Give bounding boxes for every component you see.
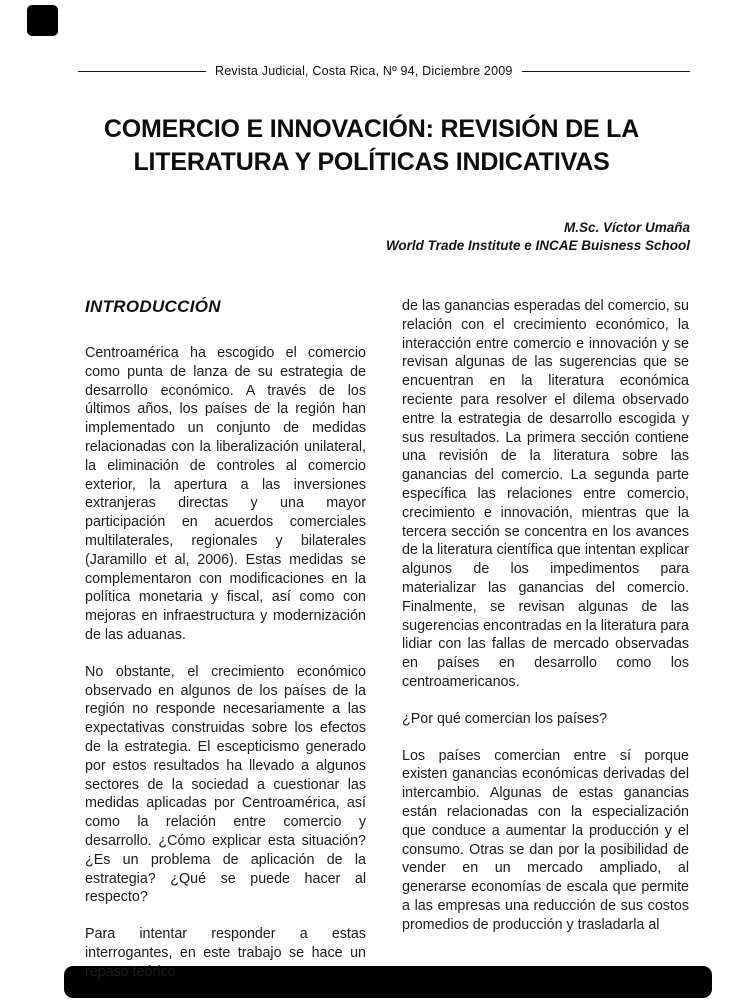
section-heading-introduccion: INTRODUCCIÓN — [85, 297, 221, 316]
paragraph: de las ganancias esperadas del comercio, su relación con el crecimiento económico, la interacción entre comercio e innovación y se revisan algunas de las sugerencias que se encuentran en la literatura económica reciente para resolver el dilema observado entre la estrategia de desarrollo escogida y sus resultados. La primera sección contiene una revisión de la literatura sobre las ganancias del comercio. La segunda parte específica las relaciones entre comercio, crecimiento e innovación, mientras que la tercera sección se concentra en los avances de la literatura científica que intentan explicar algunos de los impedimentos para materializar las ganancias del comercio. Finalmente, se revisan algunas de las sugerencias encontradas en la literatura para lidiar con las fallas de mercado observadas en países en desarrollo como los centroamericanos. — [402, 298, 689, 690]
right-column — [402, 297, 689, 982]
header-rule-right — [522, 71, 690, 72]
running-header — [78, 64, 690, 78]
author-affiliation: World Trade Institute e INCAE Buisness School — [385, 237, 690, 253]
paragraph: Para intentar responder a estas interrogantes, en este trabajo se hace un repaso teórico — [85, 926, 366, 980]
journal-header-text: Revista Judicial, Costa Rica, Nº 94, Diciembre 2009 — [215, 64, 513, 78]
paragraph: No obstante, el crecimiento económico observado en algunos de los países de la región no responde necesariamente a las expectativas construidas sobre los efectos de la estrategia. El escepticismo generado por estos resultados ha llevado a algunos sectores de la sociedad a cuestionar las medidas aplicadas por Centroamérica, así como la relación entre comercio y desarrollo. ¿Cómo explicar esta situación? ¿Es un problema de aplicación de la estrategia? ¿Qué se puede hacer al respecto? — [85, 663, 366, 906]
question-subheading: ¿Por qué comercian los países? — [402, 710, 608, 727]
paragraph: Los países comercian entre sí porque existen ganancias económicas derivadas del intercambio. Algunas de estas ganancias están relacionadas con la especialización que conduce a aumentar la producción y el consumo. Otras se dan por la posibilidad de vender en un mercado ampliado, al generarse economías de escala que permite a las empresas una reducción de sus costos promedios de producción y trasladarla al — [402, 747, 689, 933]
header-rule-left — [78, 71, 206, 72]
article-title-line-2: LITERATURA Y POLÍTICAS INDICATIVAS — [133, 148, 610, 176]
author-block — [386, 219, 690, 254]
scan-artifact-corner — [27, 5, 58, 36]
article-body — [85, 297, 689, 982]
left-column — [85, 297, 366, 982]
paragraph: Centroamérica ha escogido el comercio como punta de lanza de su estrategia de desarrollo económico. A través de los últimos años, los países de la región han implementado un conjunto de medidas relacionadas con la liberalización unilateral, la eliminación de controles al comercio exterior, la apertura a las inversiones extranjeras directas y una mayor participación en acuerdos comerciales multilaterales, regionales y bilaterales (Jaramillo et al, 2006). Estas medidas se complementaron con modificaciones en la política monetaria y fiscal, así como con mejoras en infraestructura y modernización de las aduanas. — [85, 345, 366, 643]
article-title — [0, 113, 743, 179]
article-title-line-1: COMERCIO E INNOVACIÓN: REVISIÓN DE LA — [103, 115, 640, 143]
author-name: M.Sc. Víctor Umaña — [563, 220, 690, 235]
